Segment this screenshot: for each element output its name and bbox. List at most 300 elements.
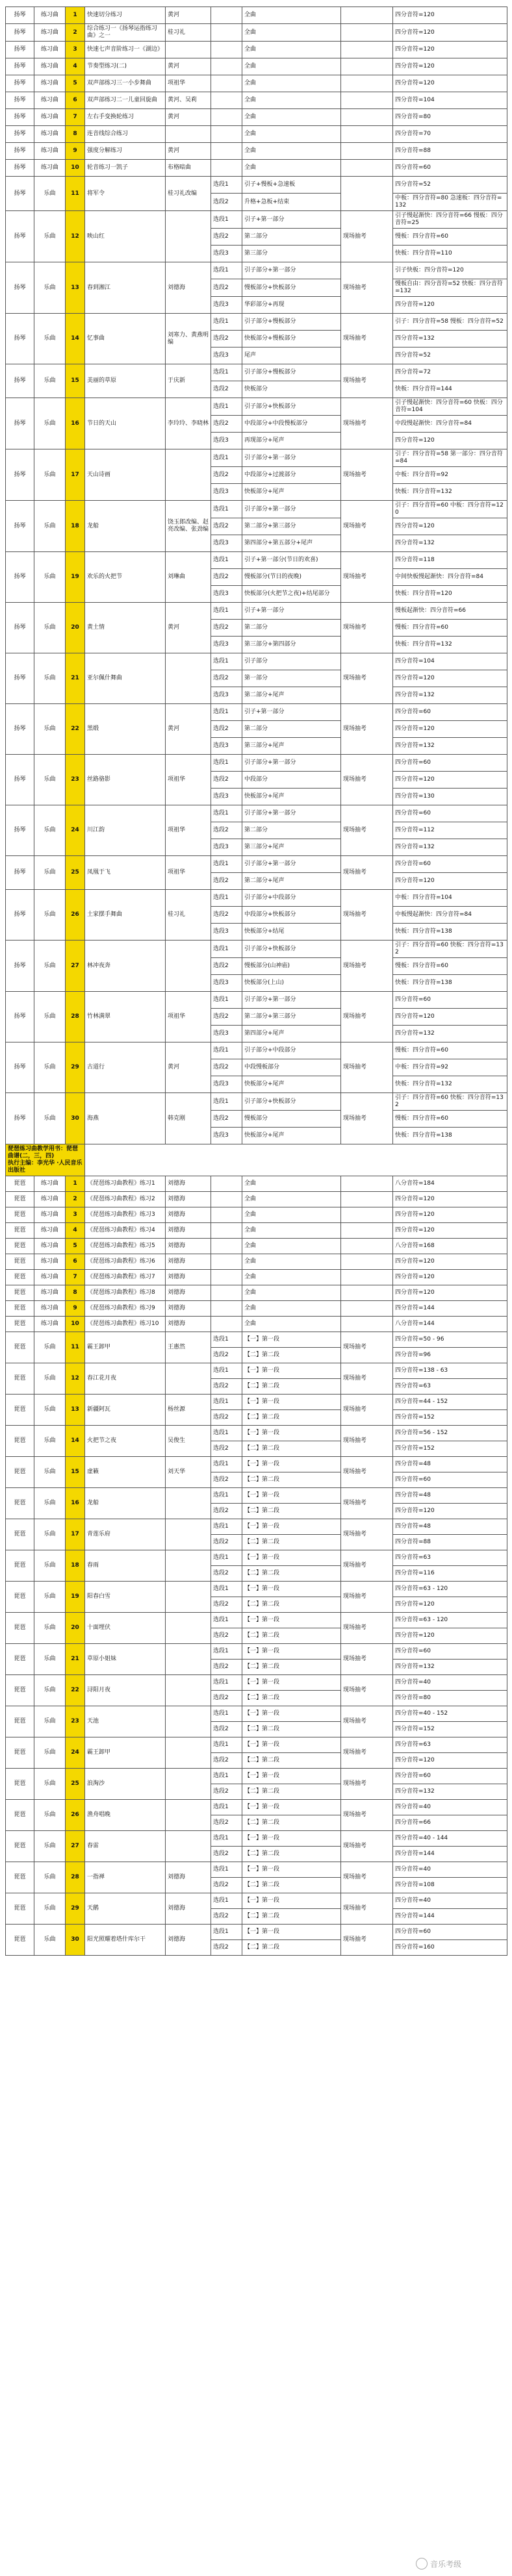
category-cell: 乐曲: [34, 1831, 66, 1862]
excerpt-cell: 选段3: [211, 1076, 242, 1093]
tempo-requirement-cell: 慢板：四分音符=60: [393, 958, 507, 975]
excerpt-cell: [211, 1207, 242, 1223]
composer-cell: 吴俊生: [166, 1426, 211, 1457]
instrument-cell: 琵琶: [6, 1644, 34, 1675]
piece-number-cell: 4: [66, 58, 85, 75]
exam-mode-cell: 现场抽考: [341, 856, 393, 890]
piece-number-cell: 8: [66, 1285, 85, 1301]
excerpt-cell: 选段2: [211, 1504, 242, 1519]
instrument-cell: 琵琶: [6, 1176, 34, 1192]
instrument-cell: 琵琶: [6, 1363, 34, 1395]
table-row: [6, 1457, 507, 1472]
tempo-requirement-cell: 引子快板：四分音符=120: [393, 262, 507, 279]
section-part-cell: 【一】第一段: [242, 1457, 341, 1472]
excerpt-cell: 选段3: [211, 924, 242, 941]
exam-mode-cell: 现场抽考: [341, 1363, 393, 1395]
category-cell: 练习曲: [34, 1285, 66, 1301]
composer-cell: 黄河: [166, 58, 211, 75]
tempo-requirement-cell: 四分音符=132: [393, 738, 507, 755]
composer-cell: 刘德海: [166, 1270, 211, 1285]
composer-cell: [166, 1582, 211, 1613]
piece-number-cell: 24: [66, 1737, 85, 1769]
watermark-logo-icon: [416, 2558, 428, 2570]
tempo-requirement-cell: 四分音符=144: [393, 1847, 507, 1862]
instrument-cell: 扬琴: [6, 262, 34, 314]
table-row: [6, 1239, 507, 1254]
section-part-cell: 【一】第一段: [242, 1831, 341, 1847]
excerpt-cell: 选段2: [211, 1111, 242, 1128]
piece-number-cell: 2: [66, 24, 85, 42]
excerpt-cell: [211, 1285, 242, 1301]
tempo-requirement-cell: 四分音符=144: [393, 1909, 507, 1925]
category-cell: 乐曲: [34, 805, 66, 856]
piece-title-cell: 《琵琶练习曲教程》练习9: [85, 1301, 166, 1317]
excerpt-cell: 选段1: [211, 805, 242, 822]
table-row: [6, 126, 507, 143]
composer-cell: 刘德海: [166, 1207, 211, 1223]
category-cell: 练习曲: [34, 24, 66, 42]
exam-mode-cell: 现场抽考: [341, 1093, 393, 1144]
exam-mode-cell: 现场抽考: [341, 1582, 393, 1613]
composer-cell: 刘德海: [166, 1176, 211, 1192]
instrument-cell: 扬琴: [6, 24, 34, 42]
table-row: [6, 1862, 507, 1878]
section-part-cell: 第四部分+第五部分+尾声: [242, 535, 341, 552]
instrument-cell: 琵琶: [6, 1613, 34, 1644]
section-part-cell: 中段部分+中段慢板部分: [242, 416, 341, 433]
composer-cell: 项祖华: [166, 755, 211, 805]
excerpt-cell: 选段2: [211, 1379, 242, 1395]
section-part-cell: 【二】第二段: [242, 1566, 341, 1582]
instrument-cell: 琵琶: [6, 1925, 34, 1956]
section-part-cell: 引子部分+第一部分: [242, 856, 341, 873]
piece-number-cell: 1: [66, 7, 85, 24]
section-part-cell: 【二】第二段: [242, 1597, 341, 1613]
tempo-requirement-cell: 四分音符=40: [393, 1675, 507, 1691]
excerpt-cell: 选段2: [211, 467, 242, 484]
piece-number-cell: 19: [66, 1582, 85, 1613]
table-row: [6, 856, 507, 873]
category-cell: 练习曲: [34, 1207, 66, 1223]
exam-mode-cell: 现场抽考: [341, 211, 393, 262]
exam-mode-cell: [341, 1176, 393, 1192]
category-cell: 乐曲: [34, 262, 66, 314]
excerpt-cell: 选段2: [211, 381, 242, 398]
excerpt-cell: 选段1: [211, 1675, 242, 1691]
tempo-requirement-cell: 四分音符=120: [393, 58, 507, 75]
tempo-requirement-cell: 引子慢起渐快：四分音符=66 慢板：四分音符=25: [393, 211, 507, 229]
section-part-cell: 第二部分: [242, 620, 341, 637]
composer-cell: [166, 1675, 211, 1706]
excerpt-cell: 选段3: [211, 1026, 242, 1042]
piece-title-cell: 阳春白雪: [85, 1582, 166, 1613]
section-part-cell: 【一】第一段: [242, 1925, 341, 1940]
exam-mode-cell: 现场抽考: [341, 314, 393, 364]
tempo-requirement-cell: 四分音符=120: [393, 670, 507, 687]
section-part-cell: 第二部分+第三部分: [242, 518, 341, 535]
piece-number-cell: 12: [66, 211, 85, 262]
category-cell: 乐曲: [34, 941, 66, 992]
section-part-cell: 【一】第一段: [242, 1706, 341, 1722]
exam-mode-cell: [341, 1192, 393, 1207]
section-part-cell: 【二】第二段: [242, 1691, 341, 1706]
excerpt-cell: 选段1: [211, 1519, 242, 1535]
piece-number-cell: 29: [66, 1042, 85, 1093]
category-cell: 乐曲: [34, 653, 66, 704]
tempo-requirement-cell: 四分音符=120: [393, 772, 507, 789]
section-part-cell: 全曲: [242, 42, 341, 58]
composer-cell: 刘寒力、黄燕明编: [166, 314, 211, 364]
excerpt-cell: 选段3: [211, 535, 242, 552]
excerpt-cell: [211, 24, 242, 42]
section-part-cell: 全曲: [242, 24, 341, 42]
instrument-cell: 琵琶: [6, 1675, 34, 1706]
table-row: [6, 1644, 507, 1660]
excerpt-cell: 选段2: [211, 279, 242, 297]
piece-title-cell: 川江韵: [85, 805, 166, 856]
tempo-requirement-cell: 四分音符=132: [393, 535, 507, 552]
piece-title-cell: 天鹅: [85, 1893, 166, 1925]
piece-title-cell: 渔舟唱晚: [85, 1800, 166, 1831]
category-cell: 乐曲: [34, 1737, 66, 1769]
excerpt-cell: 选段1: [211, 1706, 242, 1722]
tempo-requirement-cell: 四分音符=63: [393, 1737, 507, 1753]
section-part-cell: 华彩部分+再现: [242, 297, 341, 314]
excerpt-cell: 选段1: [211, 314, 242, 331]
section-title: 琵琶练习曲教学用书：琵琶曲谱(二，三，四): [8, 1146, 79, 1159]
instrument-cell: 扬琴: [6, 856, 34, 890]
instrument-cell: 扬琴: [6, 75, 34, 92]
section-part-cell: 快板部分: [242, 381, 341, 398]
instrument-cell: 扬琴: [6, 1042, 34, 1093]
piece-number-cell: 25: [66, 856, 85, 890]
instrument-cell: 扬琴: [6, 314, 34, 364]
piece-number-cell: 10: [66, 160, 85, 177]
category-cell: 练习曲: [34, 42, 66, 58]
exam-mode-cell: 现场抽考: [341, 449, 393, 501]
tempo-requirement-cell: 中板：四分音符=92: [393, 1059, 507, 1076]
composer-cell: [166, 449, 211, 501]
piece-number-cell: 21: [66, 653, 85, 704]
exam-mode-cell: [341, 1301, 393, 1317]
composer-cell: 黄河: [166, 1042, 211, 1093]
tempo-requirement-cell: 四分音符=72: [393, 364, 507, 381]
instrument-cell: 琵琶: [6, 1831, 34, 1862]
category-cell: 乐曲: [34, 1769, 66, 1800]
instrument-cell: 扬琴: [6, 1093, 34, 1144]
tempo-requirement-cell: 四分音符=130: [393, 789, 507, 805]
instrument-cell: 扬琴: [6, 211, 34, 262]
excerpt-cell: 选段3: [211, 347, 242, 364]
composer-cell: [166, 1519, 211, 1550]
piece-number-cell: 27: [66, 941, 85, 992]
excerpt-cell: 选段2: [211, 1847, 242, 1862]
instrument-cell: 琵琶: [6, 1270, 34, 1285]
excerpt-cell: 选段3: [211, 297, 242, 314]
category-cell: 乐曲: [34, 1363, 66, 1395]
table-row: [6, 1582, 507, 1597]
piece-title-cell: 春到湘江: [85, 262, 166, 314]
tempo-requirement-cell: 四分音符=60: [393, 1925, 507, 1940]
category-cell: 乐曲: [34, 755, 66, 805]
section-part-cell: 全曲: [242, 1239, 341, 1254]
excerpt-cell: 选段2: [211, 569, 242, 586]
tempo-requirement-cell: 快板：四分音符=132: [393, 1076, 507, 1093]
excerpt-cell: [211, 1223, 242, 1239]
piece-number-cell: 24: [66, 805, 85, 856]
excerpt-cell: [211, 1254, 242, 1270]
piece-number-cell: 28: [66, 992, 85, 1042]
excerpt-cell: 选段1: [211, 941, 242, 958]
exam-mode-cell: 现场抽考: [341, 704, 393, 755]
composer-cell: 桂习礼: [166, 890, 211, 941]
section-part-cell: 第四部分+尾声: [242, 1026, 341, 1042]
piece-number-cell: 25: [66, 1769, 85, 1800]
excerpt-cell: 选段2: [211, 907, 242, 924]
composer-cell: [166, 1706, 211, 1737]
excerpt-cell: [211, 109, 242, 126]
composer-cell: 刘德海: [166, 1254, 211, 1270]
section-part-cell: 【一】第一段: [242, 1644, 341, 1660]
excerpt-cell: 选段2: [211, 1566, 242, 1582]
section-part-cell: 【二】第二段: [242, 1379, 341, 1395]
section-part-cell: 【二】第二段: [242, 1909, 341, 1925]
exam-mode-cell: 现场抽考: [341, 1613, 393, 1644]
tempo-requirement-cell: 引子：四分音符=60 快板：四分音符=132: [393, 941, 507, 958]
section-part-cell: 【二】第二段: [242, 1628, 341, 1644]
composer-cell: 黄河: [166, 143, 211, 160]
tempo-requirement-cell: 四分音符=40: [393, 1893, 507, 1909]
piece-number-cell: 17: [66, 449, 85, 501]
piece-number-cell: 18: [66, 1550, 85, 1582]
piece-number-cell: 13: [66, 1395, 85, 1426]
instrument-cell: 琵琶: [6, 1893, 34, 1925]
excerpt-cell: 选段1: [211, 211, 242, 229]
composer-cell: 黄河: [166, 704, 211, 755]
section-part-cell: 全曲: [242, 1254, 341, 1270]
piece-title-cell: 浪淘沙: [85, 1769, 166, 1800]
category-cell: 练习曲: [34, 1254, 66, 1270]
section-part-cell: 【一】第一段: [242, 1862, 341, 1878]
tempo-requirement-cell: 四分音符=52: [393, 177, 507, 194]
excerpt-cell: 选段2: [211, 1691, 242, 1706]
table-row: [6, 177, 507, 194]
instrument-cell: 琵琶: [6, 1457, 34, 1488]
composer-cell: 刘琳曲: [166, 552, 211, 603]
table-row: [6, 603, 507, 620]
watermark-text: 音乐考级: [430, 2559, 462, 2569]
tempo-requirement-cell: 四分音符=48: [393, 1457, 507, 1472]
excerpt-cell: 选段1: [211, 1550, 242, 1566]
piece-number-cell: 19: [66, 552, 85, 603]
piece-title-cell: 《琵琶练习曲教程》练习10: [85, 1317, 166, 1332]
category-cell: 乐曲: [34, 856, 66, 890]
excerpt-cell: 选段1: [211, 364, 242, 381]
section-part-cell: 【二】第二段: [242, 1847, 341, 1862]
section-part-cell: 快板部分+尾声: [242, 484, 341, 501]
excerpt-cell: [211, 75, 242, 92]
table-row: [6, 1550, 507, 1566]
composer-cell: [166, 1769, 211, 1800]
table-row: [6, 1207, 507, 1223]
composer-cell: 项祖华: [166, 992, 211, 1042]
tempo-requirement-cell: 引子：四分音符=58 慢板：四分音符=52: [393, 314, 507, 331]
section-part-cell: 引子部分+第一部分: [242, 501, 341, 518]
excerpt-cell: 选段1: [211, 1332, 242, 1348]
piece-title-cell: 左右手变换轮练习: [85, 109, 166, 126]
excerpt-cell: 选段3: [211, 687, 242, 704]
piece-title-cell: 节日的天山: [85, 398, 166, 449]
category-cell: 乐曲: [34, 1644, 66, 1675]
tempo-requirement-cell: 四分音符=60: [393, 1472, 507, 1488]
category-cell: 乐曲: [34, 1550, 66, 1582]
piece-number-cell: 16: [66, 1488, 85, 1519]
tempo-requirement-cell: 四分音符=70: [393, 126, 507, 143]
tempo-requirement-cell: 四分音符=112: [393, 822, 507, 839]
piece-title-cell: 林冲夜奔: [85, 941, 166, 992]
instrument-cell: 扬琴: [6, 143, 34, 160]
section-part-cell: 引子+第一部分: [242, 211, 341, 229]
exam-mode-cell: 现场抽考: [341, 603, 393, 653]
instrument-cell: 扬琴: [6, 109, 34, 126]
section-part-cell: 第三部分+第四部分: [242, 637, 341, 653]
section-part-cell: 【二】第二段: [242, 1441, 341, 1457]
tempo-requirement-cell: 快板：四分音符=132: [393, 484, 507, 501]
instrument-cell: 扬琴: [6, 126, 34, 143]
piece-title-cell: 快速切分练习: [85, 7, 166, 24]
tempo-requirement-cell: 四分音符=132: [393, 1026, 507, 1042]
category-cell: 练习曲: [34, 1270, 66, 1285]
exam-mode-cell: 现场抽考: [341, 552, 393, 603]
table-row: [6, 1285, 507, 1301]
table-row: [6, 1363, 507, 1379]
instrument-cell: 扬琴: [6, 177, 34, 211]
piece-title-cell: 《琵琶练习曲教程》练习7: [85, 1270, 166, 1285]
tempo-requirement-cell: 四分音符=120: [393, 433, 507, 449]
instrument-cell: 琵琶: [6, 1301, 34, 1317]
instrument-cell: 扬琴: [6, 501, 34, 552]
tempo-requirement-cell: 引子慢起渐快：四分音符=60 快板：四分音符=104: [393, 398, 507, 416]
instrument-cell: 扬琴: [6, 398, 34, 449]
category-cell: 练习曲: [34, 143, 66, 160]
section-part-cell: 第三部分: [242, 246, 341, 262]
exam-mode-cell: 现场抽考: [341, 1550, 393, 1582]
section-part-cell: 全曲: [242, 58, 341, 75]
excerpt-cell: 选段1: [211, 1769, 242, 1784]
piece-title-cell: 《琵琶练习曲教程》练习1: [85, 1176, 166, 1192]
exam-mode-cell: [341, 126, 393, 143]
category-cell: 练习曲: [34, 1223, 66, 1239]
category-cell: 练习曲: [34, 7, 66, 24]
table-row: [6, 1332, 507, 1348]
piece-title-cell: 春江花月夜: [85, 1363, 166, 1395]
excerpt-cell: 选段2: [211, 331, 242, 347]
piece-number-cell: 30: [66, 1925, 85, 1956]
section-part-cell: 快板部分+尾声: [242, 1076, 341, 1093]
exam-mode-cell: 现场抽考: [341, 1395, 393, 1426]
category-cell: 乐曲: [34, 1042, 66, 1093]
tempo-requirement-cell: 八分音符=168: [393, 1239, 507, 1254]
section-part-cell: 引子部分+第一部分: [242, 805, 341, 822]
piece-number-cell: 9: [66, 1301, 85, 1317]
piece-number-cell: 5: [66, 1239, 85, 1254]
instrument-cell: 琵琶: [6, 1332, 34, 1363]
excerpt-cell: 选段2: [211, 822, 242, 839]
table-row: [6, 1488, 507, 1504]
pipa-repertoire: [6, 1176, 507, 1956]
excerpt-cell: 选段2: [211, 229, 242, 246]
piece-title-cell: 轮音练习一凯子: [85, 160, 166, 177]
watermark: [416, 2556, 507, 2571]
section-part-cell: 第二部分+尾声: [242, 873, 341, 890]
section-part-cell: 【一】第一段: [242, 1737, 341, 1753]
excerpt-cell: 选段3: [211, 789, 242, 805]
tempo-requirement-cell: 四分音符=120: [393, 1270, 507, 1285]
piece-number-cell: 3: [66, 42, 85, 58]
piece-number-cell: 3: [66, 1207, 85, 1223]
composer-cell: [166, 1800, 211, 1831]
excerpt-cell: 选段1: [211, 501, 242, 518]
category-cell: 乐曲: [34, 992, 66, 1042]
exam-mode-cell: [341, 24, 393, 42]
piece-title-cell: 十面埋伏: [85, 1613, 166, 1644]
section-part-cell: 尾声: [242, 347, 341, 364]
table-row: [6, 1192, 507, 1207]
instrument-cell: 扬琴: [6, 755, 34, 805]
exam-mode-cell: 现场抽考: [341, 1862, 393, 1893]
composer-cell: 李玲玲、李晓林: [166, 398, 211, 449]
excerpt-cell: 选段1: [211, 653, 242, 670]
category-cell: 乐曲: [34, 1093, 66, 1144]
composer-cell: [166, 1550, 211, 1582]
section-part-cell: 【二】第二段: [242, 1472, 341, 1488]
excerpt-cell: 选段2: [211, 721, 242, 738]
excerpt-cell: 选段1: [211, 1582, 242, 1597]
section-subtitle: 执行主编：李光华 ·人民音乐出版社: [8, 1160, 83, 1174]
tempo-requirement-cell: 四分音符=44 - 152: [393, 1395, 507, 1410]
instrument-cell: 扬琴: [6, 805, 34, 856]
exam-mode-cell: 现场抽考: [341, 1426, 393, 1457]
section-part-cell: 【一】第一段: [242, 1488, 341, 1504]
excerpt-cell: 选段2: [211, 1940, 242, 1956]
section-part-cell: 【一】第一段: [242, 1395, 341, 1410]
excerpt-cell: 选段1: [211, 890, 242, 907]
excerpt-cell: 选段2: [211, 1660, 242, 1675]
table-row: [6, 501, 507, 518]
section-part-cell: 【二】第二段: [242, 1660, 341, 1675]
table-row: [6, 704, 507, 721]
tempo-requirement-cell: 慢板：四分音符=60: [393, 1042, 507, 1059]
section-part-cell: 全曲: [242, 7, 341, 24]
composer-cell: 杨丝源: [166, 1395, 211, 1426]
section-part-cell: 第二部分+尾声: [242, 687, 341, 704]
piece-number-cell: 4: [66, 1223, 85, 1239]
exam-mode-cell: 现场抽考: [341, 653, 393, 704]
excerpt-cell: 选段2: [211, 518, 242, 535]
piece-number-cell: 18: [66, 501, 85, 552]
piece-title-cell: 黄土情: [85, 603, 166, 653]
table-row: [6, 314, 507, 331]
tempo-requirement-cell: 四分音符=120: [393, 721, 507, 738]
excerpt-cell: 选段2: [211, 1472, 242, 1488]
piece-number-cell: 1: [66, 1176, 85, 1192]
section-part-cell: 全曲: [242, 1270, 341, 1285]
excerpt-cell: 选段2: [211, 1535, 242, 1550]
exam-mode-cell: 现场抽考: [341, 1925, 393, 1956]
tempo-requirement-cell: 四分音符=104: [393, 92, 507, 109]
table-row: [6, 992, 507, 1009]
tempo-requirement-cell: 快板：四分音符=132: [393, 637, 507, 653]
